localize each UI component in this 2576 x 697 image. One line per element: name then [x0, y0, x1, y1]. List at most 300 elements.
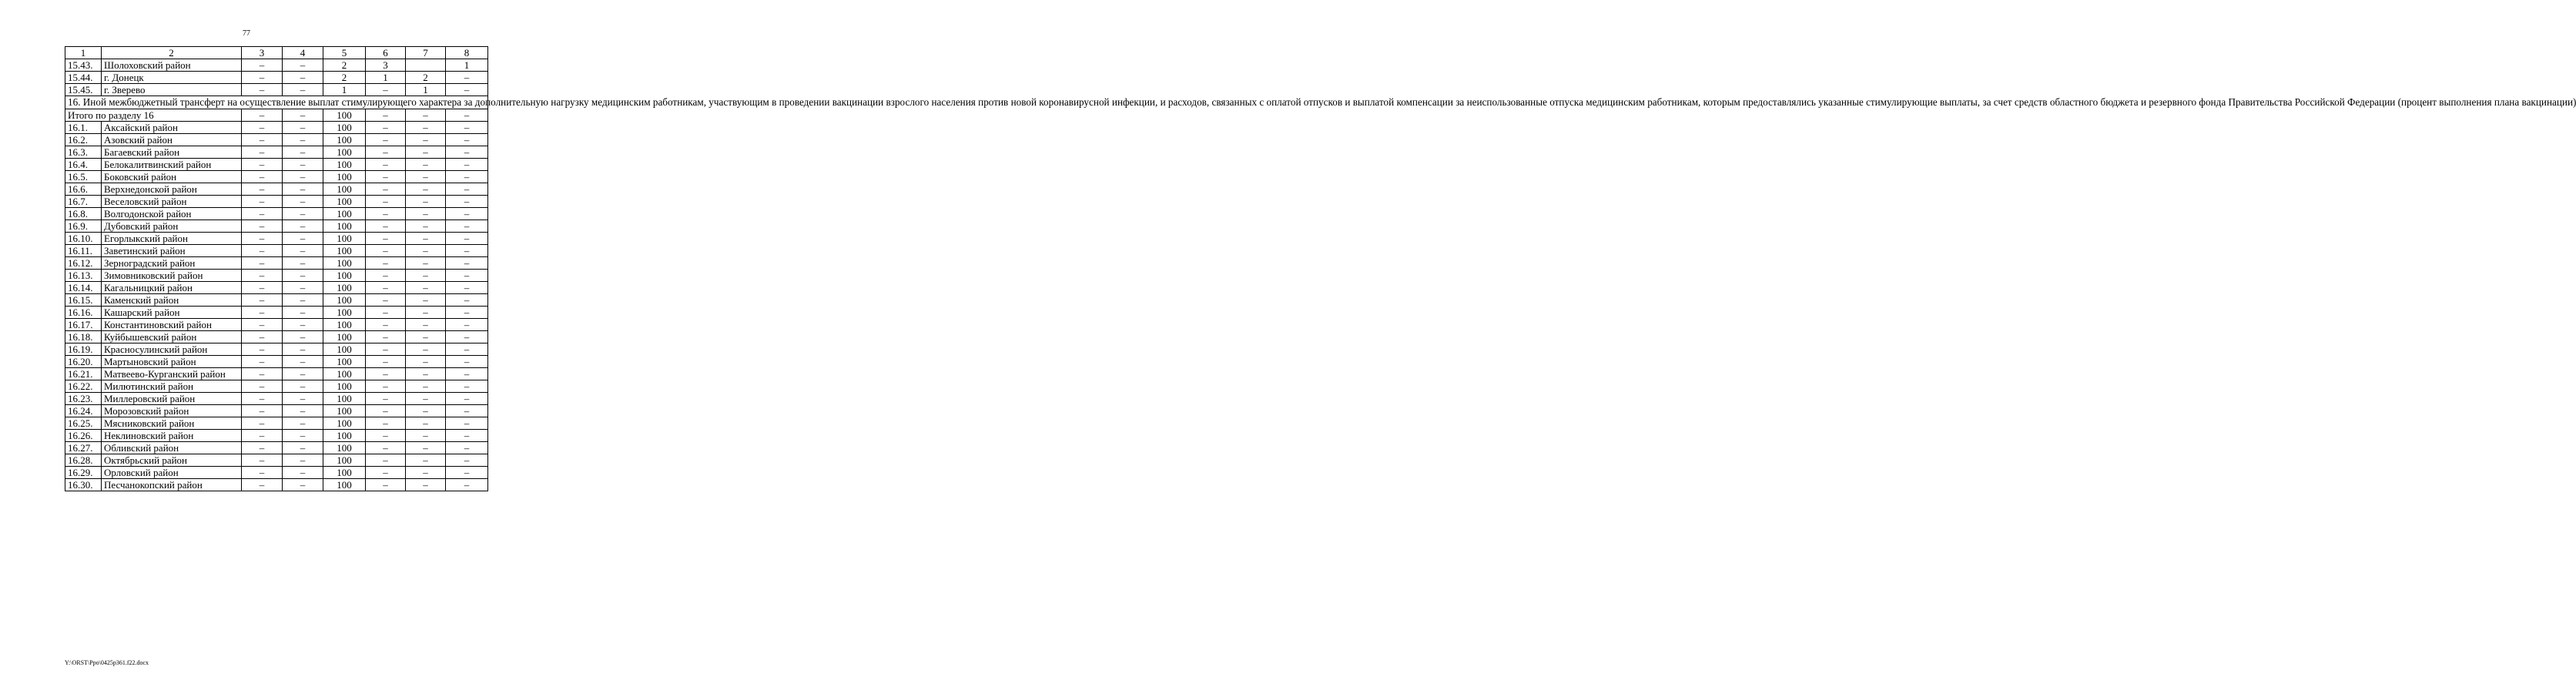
row-number: 16.7. [65, 196, 102, 208]
value-cell: – [283, 159, 323, 171]
value-cell: – [366, 146, 406, 159]
value-cell: – [366, 159, 406, 171]
value-cell: – [242, 307, 283, 319]
value-cell: 100 [323, 134, 366, 146]
value-cell: – [366, 233, 406, 245]
row-number: 16.14. [65, 282, 102, 294]
value-cell: – [366, 220, 406, 233]
value-cell: – [406, 380, 446, 393]
value-cell: – [283, 368, 323, 380]
district-name: Орловский район [102, 467, 242, 479]
table-row [65, 405, 488, 417]
value-cell: 1 [366, 72, 406, 84]
section-title: 16. Иной межбюджетный трансферт на осуществление выплат стимулирующего характера за дополнительную нагрузку медицинским работникам, участвующим в проведении вакцинации взрослого населения против новой коронавирусной инфекции, и расходов, связанных с оплатой отпусков и выплатой компенсации за неиспользованные отпуска медицинским работникам, которым предоставлялись указанные стимулирующие выплаты, за счет средств областного бюджета и резервного фонда Правительства Российской Федерации (процент выполнения плана вакцинации) [65, 96, 488, 109]
value-cell: 2 [323, 72, 366, 84]
value-cell: 100 [323, 208, 366, 220]
value-cell: – [446, 331, 488, 343]
value-cell: – [446, 294, 488, 307]
value-cell: – [406, 319, 446, 331]
table-body [65, 47, 2576, 491]
value-cell: 3 [366, 59, 406, 72]
value-cell: – [406, 417, 446, 430]
table-row [65, 417, 488, 430]
column-header: 6 [366, 47, 406, 59]
district-name: Октябрьский район [102, 454, 242, 467]
district-name: Егорлыкский район [102, 233, 242, 245]
value-cell: – [406, 183, 446, 196]
value-cell: – [283, 122, 323, 134]
row-number: 15.45. [65, 84, 102, 96]
value-cell: – [366, 245, 406, 257]
table-row [65, 393, 488, 405]
value-cell: – [366, 307, 406, 319]
total-value-cell: – [406, 109, 446, 122]
district-name: Белокалитвинский район [102, 159, 242, 171]
value-cell: – [242, 134, 283, 146]
table-row [65, 380, 488, 393]
value-cell: – [242, 393, 283, 405]
value-cell: 100 [323, 380, 366, 393]
value-cell: 100 [323, 417, 366, 430]
value-cell: – [366, 84, 406, 96]
district-name: Веселовский район [102, 196, 242, 208]
value-cell: – [283, 59, 323, 72]
value-cell: 100 [323, 368, 366, 380]
district-name: Константиновский район [102, 319, 242, 331]
value-cell: – [446, 319, 488, 331]
district-name: Каменский район [102, 294, 242, 307]
value-cell: – [242, 159, 283, 171]
value-cell: 2 [323, 59, 366, 72]
row-number: 16.8. [65, 208, 102, 220]
district-name: Заветинский район [102, 245, 242, 257]
value-cell: – [366, 430, 406, 442]
value-cell: – [446, 208, 488, 220]
row-number: 16.25. [65, 417, 102, 430]
row-number: 16.12. [65, 257, 102, 270]
row-number: 16.19. [65, 343, 102, 356]
value-cell: – [242, 405, 283, 417]
value-cell: 100 [323, 430, 366, 442]
district-name: Красносулинский район [102, 343, 242, 356]
district-name: Верхнедонской район [102, 183, 242, 196]
value-cell: – [242, 479, 283, 491]
table-row [65, 171, 488, 183]
table-row [65, 307, 488, 319]
value-cell: 100 [323, 307, 366, 319]
value-cell: 1 [323, 84, 366, 96]
value-cell: – [242, 84, 283, 96]
value-cell: – [446, 282, 488, 294]
table-row [65, 294, 488, 307]
district-name: Кашарский район [102, 307, 242, 319]
row-number: 16.11. [65, 245, 102, 257]
value-cell: – [406, 196, 446, 208]
value-cell: – [283, 417, 323, 430]
value-cell: – [446, 368, 488, 380]
value-cell: – [366, 196, 406, 208]
row-number: 16.29. [65, 467, 102, 479]
value-cell: – [283, 454, 323, 467]
row-number: 16.21. [65, 368, 102, 380]
value-cell: – [283, 430, 323, 442]
value-cell: – [283, 442, 323, 454]
value-cell: 100 [323, 220, 366, 233]
value-cell: 100 [323, 245, 366, 257]
row-number: 16.10. [65, 233, 102, 245]
district-name: Неклиновский район [102, 430, 242, 442]
value-cell: – [283, 233, 323, 245]
table-row [65, 146, 488, 159]
table-row [65, 479, 488, 491]
value-cell: – [242, 245, 283, 257]
district-name: Боковский район [102, 171, 242, 183]
total-label: Итого по разделу 16 [65, 109, 242, 122]
value-cell: – [366, 442, 406, 454]
value-cell: – [283, 220, 323, 233]
value-cell: – [446, 159, 488, 171]
value-cell: – [283, 196, 323, 208]
value-cell: – [446, 84, 488, 96]
value-cell: – [366, 171, 406, 183]
value-cell: – [366, 319, 406, 331]
value-cell: – [283, 294, 323, 307]
value-cell: 100 [323, 146, 366, 159]
row-number: 16.6. [65, 183, 102, 196]
value-cell: – [406, 134, 446, 146]
table-row [65, 467, 488, 479]
value-cell: – [366, 122, 406, 134]
value-cell: – [242, 368, 283, 380]
table-row [65, 282, 488, 294]
value-cell: 100 [323, 479, 366, 491]
row-number: 16.9. [65, 220, 102, 233]
value-cell: – [446, 343, 488, 356]
table-row [65, 208, 488, 220]
column-header: 5 [323, 47, 366, 59]
value-cell: – [366, 343, 406, 356]
value-cell: – [366, 368, 406, 380]
value-cell: 100 [323, 196, 366, 208]
value-cell: – [242, 331, 283, 343]
value-cell: – [283, 282, 323, 294]
value-cell: – [406, 257, 446, 270]
value-cell: – [242, 59, 283, 72]
value-cell: – [406, 405, 446, 417]
value-cell: – [283, 270, 323, 282]
district-name: г. Донецк [102, 72, 242, 84]
value-cell: – [283, 245, 323, 257]
row-number: 16.26. [65, 430, 102, 442]
column-header: 3 [242, 47, 283, 59]
value-cell: – [242, 196, 283, 208]
value-cell: – [446, 134, 488, 146]
value-cell: – [242, 171, 283, 183]
value-cell: – [283, 171, 323, 183]
value-cell: – [283, 84, 323, 96]
row-number: 16.15. [65, 294, 102, 307]
row-number: 16.3. [65, 146, 102, 159]
column-header: 8 [446, 47, 488, 59]
value-cell: – [446, 146, 488, 159]
table-row [65, 430, 488, 442]
value-cell: – [242, 467, 283, 479]
table-row [65, 343, 488, 356]
value-cell: – [283, 467, 323, 479]
value-cell: – [283, 343, 323, 356]
value-cell: – [242, 430, 283, 442]
value-cell: – [283, 393, 323, 405]
value-cell: – [366, 257, 406, 270]
table-row [65, 183, 488, 196]
value-cell: – [242, 356, 283, 368]
value-cell: – [366, 183, 406, 196]
value-cell: – [446, 380, 488, 393]
value-cell: – [242, 146, 283, 159]
value-cell: – [446, 183, 488, 196]
value-cell: – [242, 257, 283, 270]
value-cell: – [406, 430, 446, 442]
value-cell: 100 [323, 257, 366, 270]
value-cell: – [283, 257, 323, 270]
value-cell: 100 [323, 393, 366, 405]
district-name: Азовский район [102, 134, 242, 146]
value-cell: – [446, 393, 488, 405]
value-cell: – [283, 405, 323, 417]
value-cell: – [406, 467, 446, 479]
value-cell: – [406, 159, 446, 171]
district-name: Багаевский район [102, 146, 242, 159]
district-name: Милютинский район [102, 380, 242, 393]
value-cell: 100 [323, 122, 366, 134]
value-cell: – [242, 208, 283, 220]
value-cell: – [242, 270, 283, 282]
district-name: Морозовский район [102, 405, 242, 417]
value-cell: – [283, 331, 323, 343]
row-number: 16.22. [65, 380, 102, 393]
row-number: 16.4. [65, 159, 102, 171]
value-cell: – [446, 405, 488, 417]
value-cell: – [446, 257, 488, 270]
value-cell: – [446, 196, 488, 208]
table-row [65, 331, 488, 343]
row-number: 15.44. [65, 72, 102, 84]
page-number: 77 [243, 29, 250, 38]
total-row [65, 109, 488, 122]
column-header: 2 [102, 47, 242, 59]
value-cell: – [366, 393, 406, 405]
value-cell: – [446, 307, 488, 319]
value-cell: – [366, 454, 406, 467]
value-cell: 100 [323, 294, 366, 307]
district-name: Волгодонской район [102, 208, 242, 220]
value-cell: – [366, 294, 406, 307]
column-header: 7 [406, 47, 446, 59]
district-name: г. Зверево [102, 84, 242, 96]
district-name: Дубовский район [102, 220, 242, 233]
table-row [65, 196, 488, 208]
value-cell: 100 [323, 343, 366, 356]
table-row [65, 270, 488, 282]
value-cell: 100 [323, 454, 366, 467]
value-cell: – [366, 282, 406, 294]
value-cell: – [406, 331, 446, 343]
table-row [65, 220, 488, 233]
district-name: Песчанокопский район [102, 479, 242, 491]
value-cell: – [446, 171, 488, 183]
value-cell: 100 [323, 331, 366, 343]
value-cell: – [446, 233, 488, 245]
value-cell: – [406, 233, 446, 245]
file-path-footer: Y:\ORST\Ppo\0425p361.f22.docx [65, 659, 149, 666]
value-cell: – [366, 134, 406, 146]
value-cell: 2 [406, 72, 446, 84]
value-cell [406, 59, 446, 72]
value-cell: – [242, 282, 283, 294]
table-row [65, 257, 488, 270]
row-number: 16.17. [65, 319, 102, 331]
table-row [65, 159, 488, 171]
value-cell: – [283, 380, 323, 393]
value-cell: – [406, 294, 446, 307]
data-table [65, 46, 2576, 491]
value-cell: 1 [406, 84, 446, 96]
table-row [65, 59, 488, 72]
district-name: Обливский район [102, 442, 242, 454]
value-cell: – [446, 467, 488, 479]
table-row [65, 442, 488, 454]
value-cell: – [446, 245, 488, 257]
table-row [65, 356, 488, 368]
value-cell: – [283, 134, 323, 146]
value-cell: – [446, 442, 488, 454]
value-cell: – [242, 122, 283, 134]
value-cell: – [446, 454, 488, 467]
value-cell: – [406, 245, 446, 257]
value-cell: 100 [323, 183, 366, 196]
value-cell: – [283, 356, 323, 368]
header-row [65, 47, 488, 59]
value-cell: – [366, 467, 406, 479]
value-cell: – [242, 454, 283, 467]
value-cell: 100 [323, 356, 366, 368]
value-cell: 100 [323, 282, 366, 294]
value-cell: – [446, 122, 488, 134]
value-cell: – [406, 220, 446, 233]
value-cell: – [242, 294, 283, 307]
total-value-cell: 100 [323, 109, 366, 122]
value-cell: – [366, 417, 406, 430]
value-cell: – [406, 368, 446, 380]
value-cell: – [406, 343, 446, 356]
district-name: Зимовниковский район [102, 270, 242, 282]
row-number: 16.23. [65, 393, 102, 405]
district-name: Мартыновский район [102, 356, 242, 368]
table-row [65, 454, 488, 467]
table-row [65, 319, 488, 331]
value-cell: – [446, 356, 488, 368]
value-cell: 1 [446, 59, 488, 72]
value-cell: – [366, 356, 406, 368]
district-name: Аксайский район [102, 122, 242, 134]
value-cell: – [283, 307, 323, 319]
district-name: Шолоховский район [102, 59, 242, 72]
district-name: Зерноградский район [102, 257, 242, 270]
row-number: 16.27. [65, 442, 102, 454]
table-row [65, 122, 488, 134]
value-cell: – [242, 233, 283, 245]
table-row [65, 134, 488, 146]
value-cell: – [366, 208, 406, 220]
total-value-cell: – [242, 109, 283, 122]
value-cell: 100 [323, 233, 366, 245]
row-number: 16.28. [65, 454, 102, 467]
value-cell: – [406, 356, 446, 368]
value-cell: – [406, 442, 446, 454]
value-cell: – [406, 208, 446, 220]
district-name: Матвеево-Курганский район [102, 368, 242, 380]
value-cell: – [366, 479, 406, 491]
value-cell: – [406, 479, 446, 491]
district-name: Мясниковский район [102, 417, 242, 430]
row-number: 16.13. [65, 270, 102, 282]
value-cell: – [366, 270, 406, 282]
value-cell: – [242, 417, 283, 430]
total-value-cell: – [446, 109, 488, 122]
value-cell: – [283, 72, 323, 84]
value-cell: – [406, 393, 446, 405]
value-cell: 100 [323, 270, 366, 282]
value-cell: – [242, 343, 283, 356]
table-row [65, 368, 488, 380]
district-name: Миллеровский район [102, 393, 242, 405]
table-row [65, 245, 488, 257]
value-cell: – [283, 183, 323, 196]
value-cell: – [366, 331, 406, 343]
value-cell: – [446, 417, 488, 430]
value-cell: – [406, 307, 446, 319]
row-number: 16.2. [65, 134, 102, 146]
row-number: 16.16. [65, 307, 102, 319]
district-name: Куйбышевский район [102, 331, 242, 343]
table-row [65, 84, 488, 96]
row-number: 15.43. [65, 59, 102, 72]
value-cell: – [242, 220, 283, 233]
district-name: Кагальницкий район [102, 282, 242, 294]
value-cell: – [446, 72, 488, 84]
section-row [65, 96, 488, 109]
row-number: 16.1. [65, 122, 102, 134]
value-cell: – [406, 270, 446, 282]
column-header: 4 [283, 47, 323, 59]
value-cell: – [406, 122, 446, 134]
value-cell: – [406, 146, 446, 159]
value-cell: – [242, 183, 283, 196]
row-number: 16.20. [65, 356, 102, 368]
value-cell: – [366, 405, 406, 417]
value-cell: – [406, 454, 446, 467]
value-cell: 100 [323, 159, 366, 171]
value-cell: 100 [323, 467, 366, 479]
row-number: 16.30. [65, 479, 102, 491]
table-row [65, 72, 488, 84]
row-number: 16.24. [65, 405, 102, 417]
value-cell: – [283, 208, 323, 220]
value-cell: – [283, 146, 323, 159]
value-cell: – [242, 380, 283, 393]
value-cell: – [242, 319, 283, 331]
value-cell: – [406, 171, 446, 183]
